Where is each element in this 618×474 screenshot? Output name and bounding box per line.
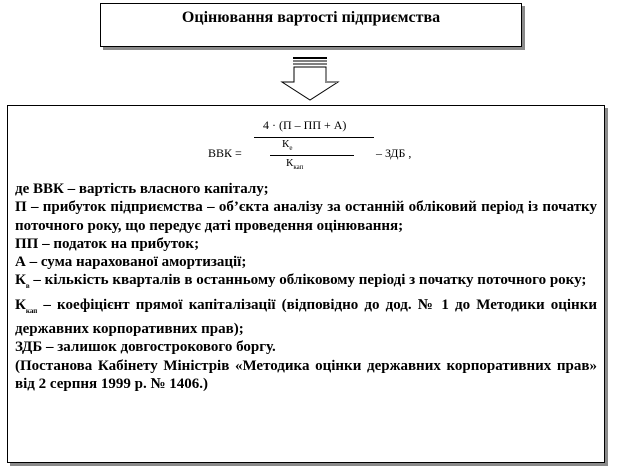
fraction-line xyxy=(254,137,374,138)
title-box xyxy=(100,3,522,47)
title-text: Оцінювання вартості підприємства xyxy=(181,9,441,26)
definition-line: ЗДБ – залишок довгострокового боргу. xyxy=(15,339,276,356)
definition-line: ПП – податок на прибуток; xyxy=(15,235,200,252)
definition-line: $К_в$ – кількість кварталів в останньому обліковому періоді з початку поточного року; xyxy=(15,272,587,291)
source-note: (Постанова Кабінету Міністрів «Методика оцінки державних корпоративних прав» від 2 серпня 1999 р. № 1406.) xyxy=(15,357,597,392)
formula-inner-numerator: $К_е$ xyxy=(282,138,293,153)
formula xyxy=(8,106,604,178)
formula-inner-denominator: $К_{кап}$ xyxy=(286,157,304,172)
definition-line: $К_{кап}$ – коефіцієнт прямої капіталізації (відповідно до дод. № 1 до Методики оцінки державних корпоративних прав); xyxy=(15,296,597,338)
formula-numerator: 4 · (П – ПП + А) xyxy=(263,118,347,132)
inner-fraction-line xyxy=(270,155,354,156)
formula-lhs: ВВК = xyxy=(208,146,242,160)
down-arrow-icon xyxy=(280,56,340,102)
definitions-text xyxy=(15,180,597,393)
formula-panel xyxy=(7,105,605,463)
formula-rhs: – ЗДБ , xyxy=(376,146,412,160)
definition-line: де ВВК – вартість власного капіталу; xyxy=(15,181,269,197)
definition-line: П – прибуток підприємства – об’єкта аналізу за останній обліковий період із початку поточного року, що передує даті проведення оцінювання; xyxy=(15,199,597,234)
definition-line: А – сума нарахованої амортизації; xyxy=(15,254,247,271)
